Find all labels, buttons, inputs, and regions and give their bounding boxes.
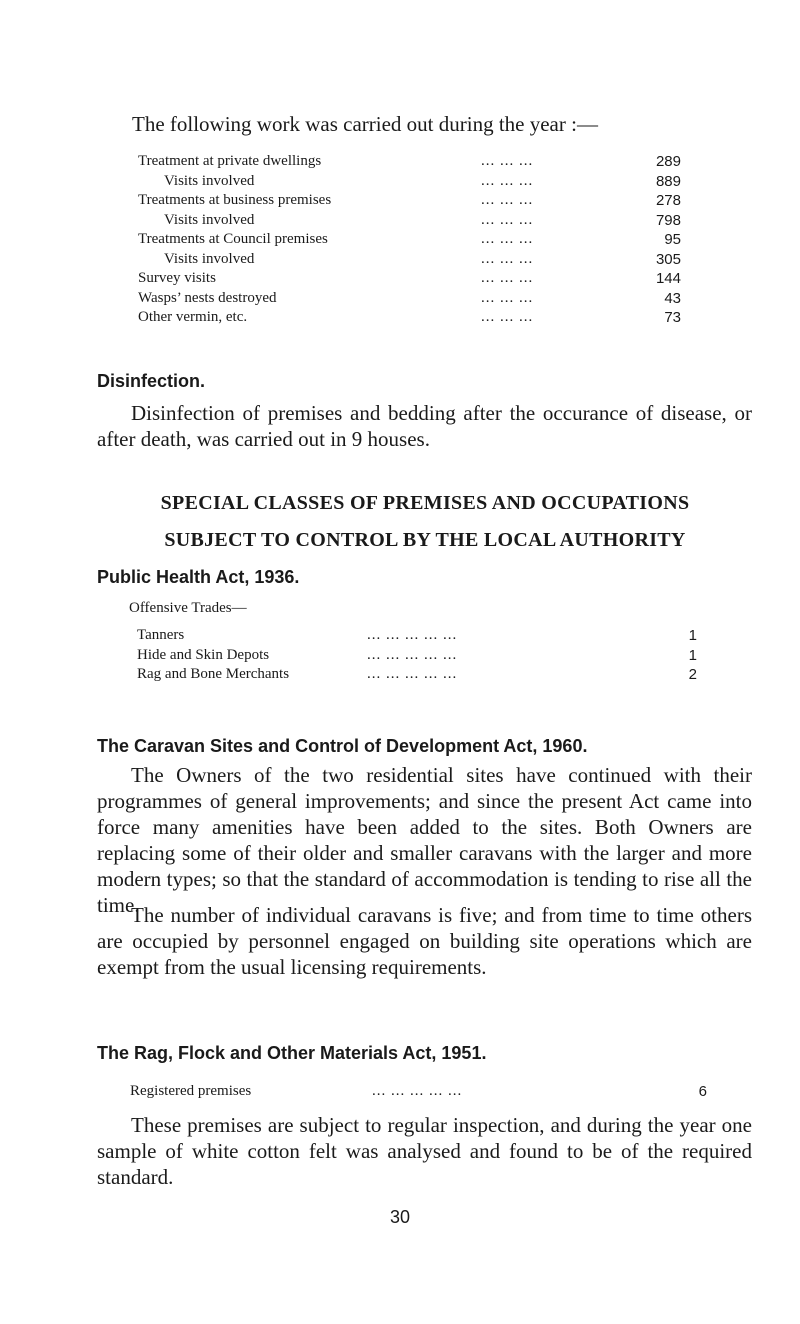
leader-dots: ... ... ... [481,309,534,325]
work-item-value: 289 [655,153,681,170]
work-item-row [138,172,698,192]
leader-dots: ... ... ... ... ... [372,1083,463,1099]
trade-item-row [137,626,697,646]
leader-dots: ... ... ... [481,192,534,208]
registered-premises-value: 6 [698,1083,707,1100]
work-item-value: 278 [655,192,681,209]
trade-item-row [137,665,697,685]
work-item-label: Wasps’ nests destroyed [138,289,277,306]
offensive-trades-table [137,626,697,685]
registered-premises-label: Registered premises [130,1083,252,1099]
work-item-row [138,269,698,289]
public-health-act-heading: Public Health Act, 1936. [97,567,300,587]
trade-item-value: 1 [688,646,697,664]
leader-dots: ... ... ... [481,211,534,228]
work-item-label: Visits involved [164,211,255,228]
leader-dots: ... ... ... ... ... [367,666,458,682]
trade-item-label: Hide and Skin Depots [137,646,270,663]
disinfection-paragraph: Disinfection of premises and bedding after the occurance of disease, or after death, was carried out in 9 houses. [97,401,752,451]
work-item-row [138,250,698,270]
work-item-row [138,230,698,250]
work-item-value: 73 [664,309,681,326]
trade-item-value: 2 [688,666,697,683]
work-item-row [138,211,698,231]
caravan-paragraph-2: The number of individual caravans is five; and from time to time others are occupied by personnel engaged on building site operations which are exempt from the usual licensing requirements. [97,903,752,979]
special-classes-heading-line-2: SUBJECT TO CONTROL BY THE LOCAL AUTHORITY [164,529,686,551]
work-item-label: Survey visits [138,270,216,286]
special-classes-heading-line-1: SPECIAL CLASSES OF PREMISES AND OCCUPATIONS [160,492,690,514]
work-table [138,152,698,328]
work-item-row [138,191,698,211]
disinfection-heading: Disinfection. [97,371,206,391]
leader-dots: ... ... ... [481,270,534,286]
work-item-value: 305 [655,250,681,268]
work-item-value: 798 [655,211,681,229]
work-item-label: Treatments at business premises [138,192,332,208]
work-item-value: 43 [664,289,681,307]
work-item-value: 144 [655,270,681,287]
leader-dots: ... ... ... [481,250,534,267]
rag-flock-act-heading: The Rag, Flock and Other Materials Act, 1951. [97,1043,487,1063]
work-item-label: Visits involved [164,172,255,189]
work-item-row [138,308,698,328]
work-item-row [138,289,698,309]
work-item-value: 889 [655,172,681,190]
leader-dots: ... ... ... ... ... [367,627,458,643]
offensive-trades-label: Offensive Trades— [129,600,247,616]
leader-dots: ... ... ... [481,153,534,169]
work-item-row [138,152,698,172]
trade-item-label: Tanners [137,627,185,643]
page-number: 30 [389,1207,411,1227]
caravan-act-heading: The Caravan Sites and Control of Development Act, 1960. [97,736,588,756]
leader-dots: ... ... ... [481,231,534,247]
leader-dots: ... ... ... ... ... [367,646,458,663]
work-item-label: Treatments at Council premises [138,231,328,247]
leader-dots: ... ... ... [481,289,534,306]
caravan-paragraph-1: The Owners of the two residential sites have continued with their programmes of general improvements; and since the present Act came into force many amenities have been added to the sites. Both Owners are replacing some of their older and smaller caravans with the larger and more modern types; so that the standard of accommodation is tending to rise all the time. [97,763,752,917]
work-item-value: 95 [664,231,681,248]
trade-item-label: Rag and Bone Merchants [137,666,290,682]
intro-text: The following work was carried out during the year :— [132,112,598,136]
trade-item-value: 1 [688,627,697,644]
trade-item-row [137,646,697,666]
work-item-label: Visits involved [164,250,255,267]
rag-flock-paragraph: These premises are subject to regular inspection, and during the year one sample of white cotton felt was analysed and found to be of the required standard. [97,1113,752,1189]
registered-premises-row [130,1083,730,1103]
leader-dots: ... ... ... [481,172,534,189]
work-item-label: Treatment at private dwellings [138,153,322,169]
work-item-label: Other vermin, etc. [138,309,248,325]
